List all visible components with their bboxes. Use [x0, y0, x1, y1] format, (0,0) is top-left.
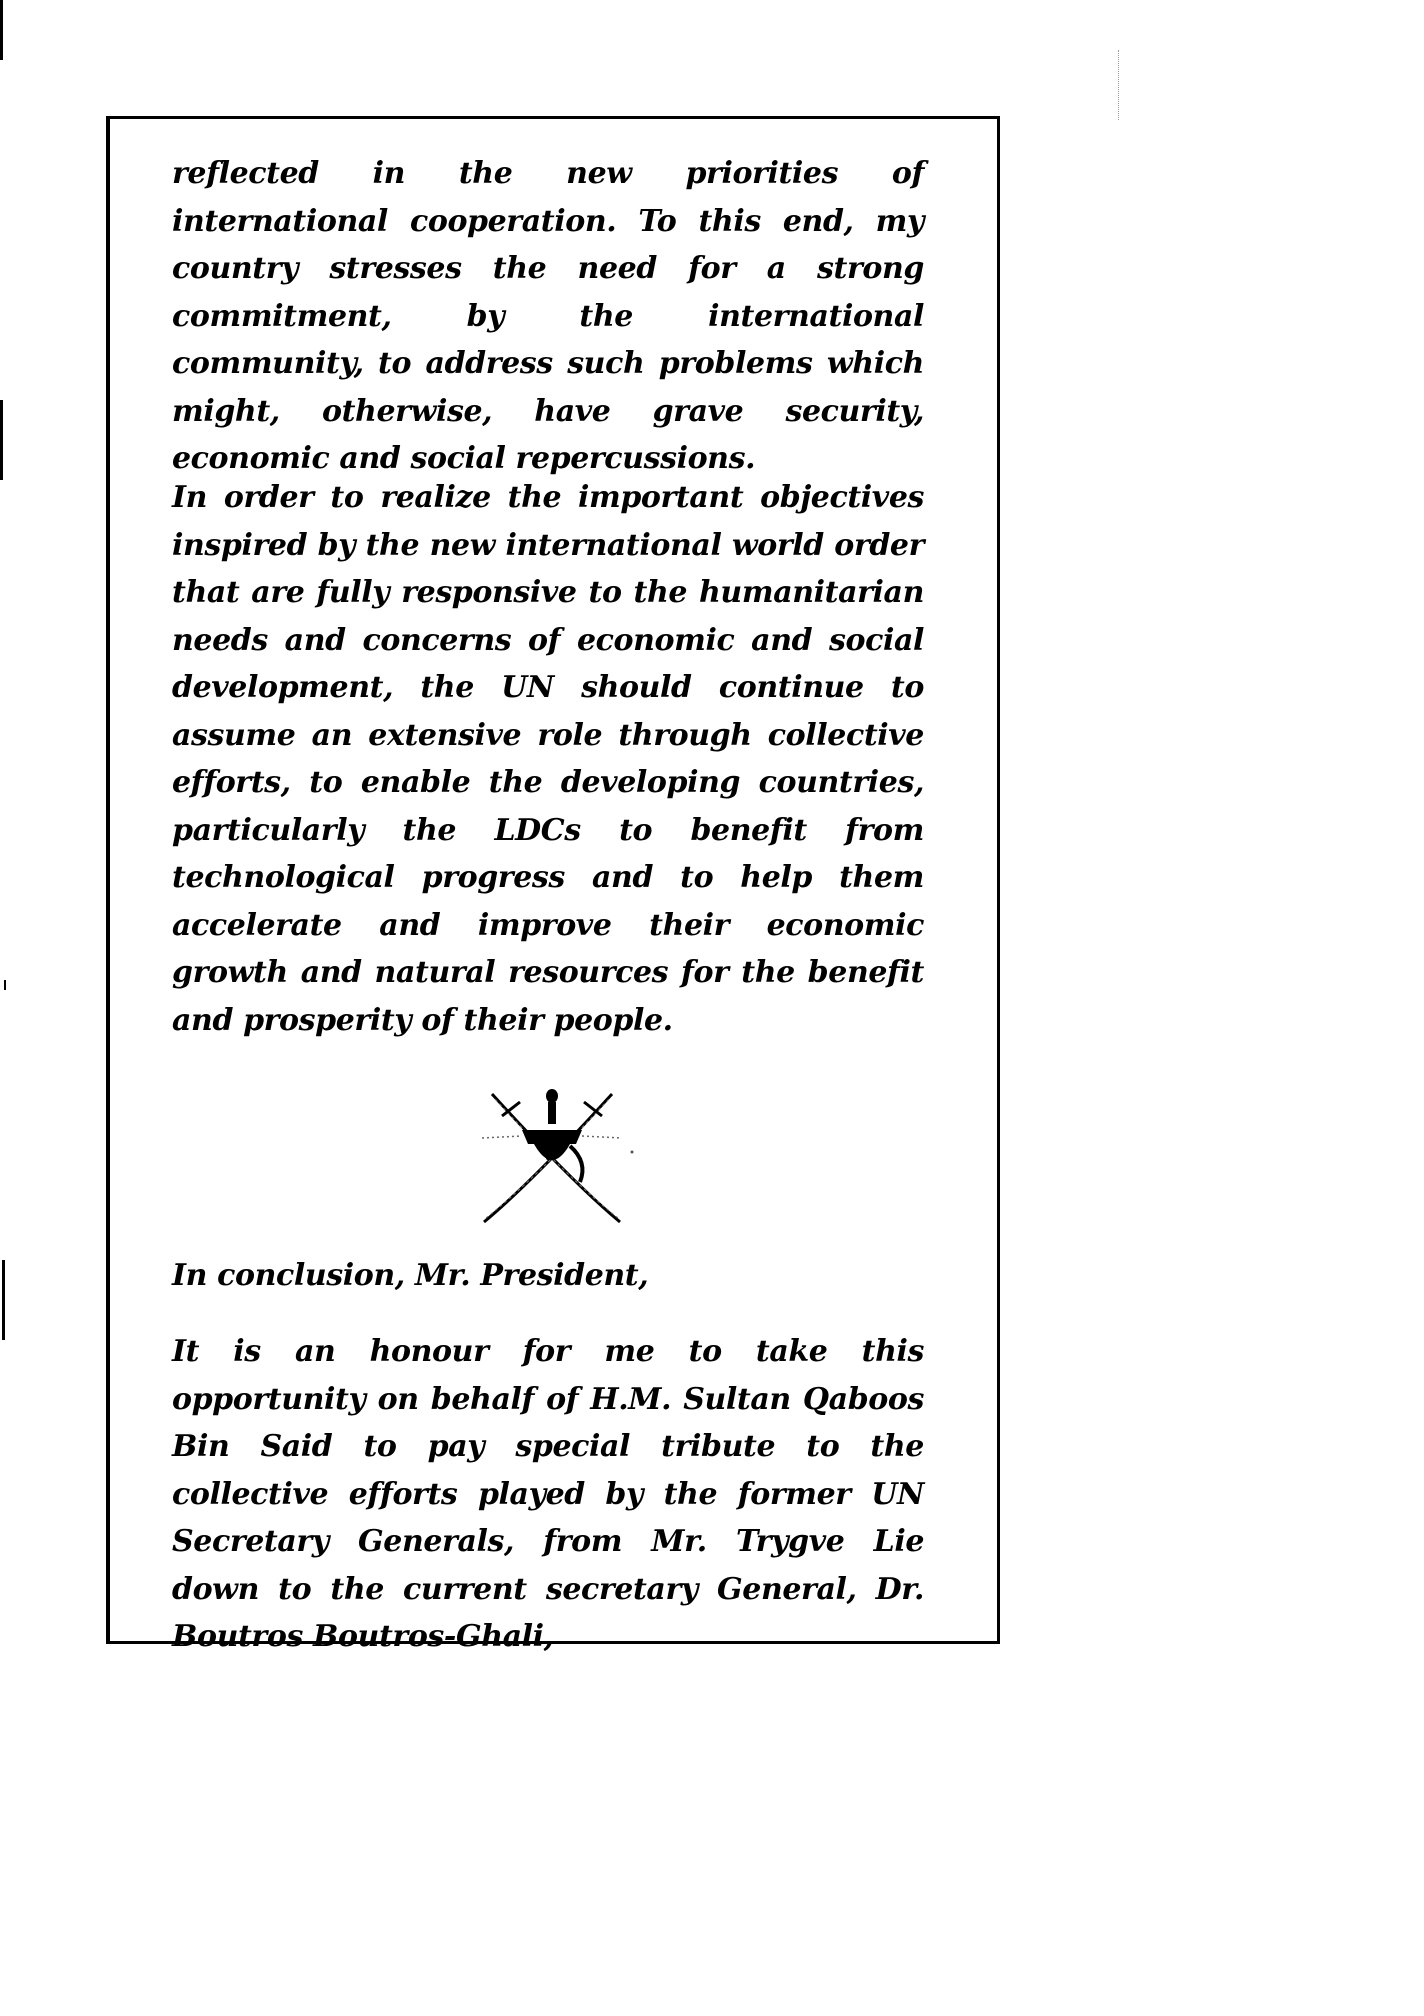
paragraph-tribute: It is an honour for me to take this opportunity on behalf of H.M. Sultan Qaboos Bin Said to pay special tribute to the collective efforts played by the former UN Secretary Generals, from Mr. Trygve Lie down to the current secretary General, Dr. Boutros Boutros-Ghali, — [172, 1334, 924, 1654]
scan-edge-mark — [2, 1260, 5, 1340]
paragraph-objectives: In order to realize the important objectives inspired by the new international world order that are fully responsive to the humanitarian needs and concerns of economic and social development, the UN should continue to assume an extensive role through collective efforts, to enable the developing countries, particularly the LDCs to benefit from technological progress and to help them accelerate and improve their economic growth and natural resources for the benefit and prosperity of their people. — [172, 480, 924, 1038]
paragraph-conclusion: In conclusion, Mr. President, — [172, 1258, 649, 1293]
scan-edge-mark — [0, 0, 3, 60]
scan-dots — [1118, 50, 1119, 120]
scan-edge-mark — [0, 400, 3, 480]
oman-national-emblem-icon — [462, 1072, 642, 1232]
scan-edge-mark — [4, 980, 6, 990]
paragraph-cooperation: reflected in the new priorities of international cooperation. To this end, my country stresses the need for a strong commitment, by the international community, to address such problems which might, otherwise, have grave security, economic and social repercussions. — [172, 156, 924, 476]
